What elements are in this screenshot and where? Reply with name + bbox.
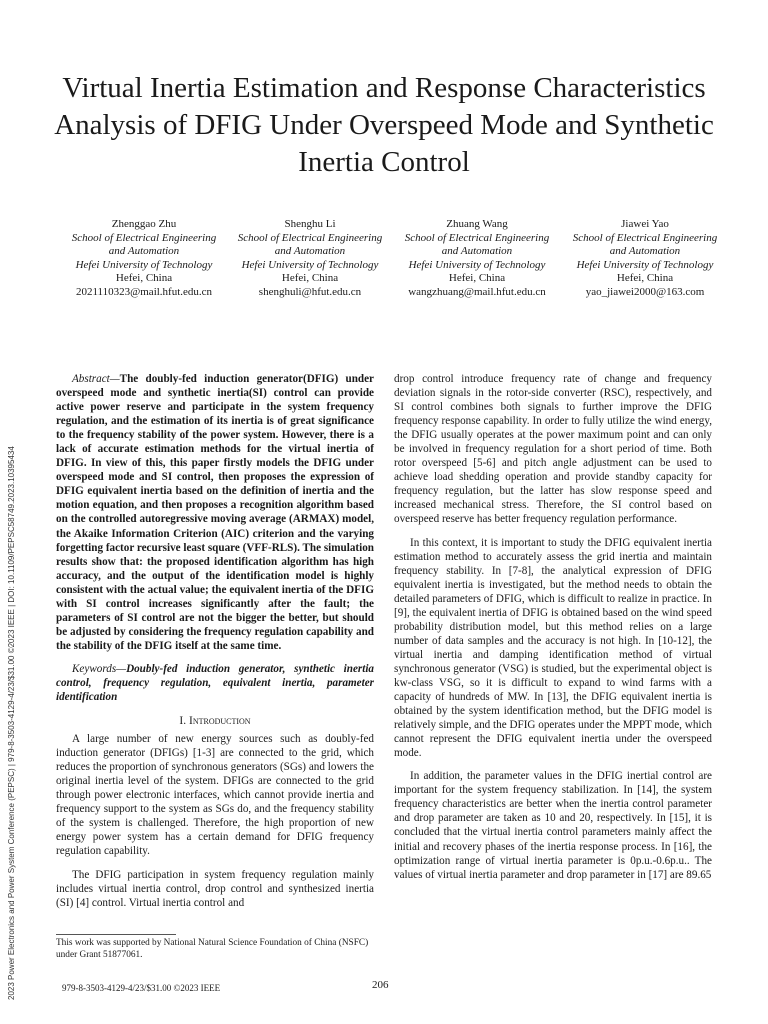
author-affiliation-dept-cont: and Automation: [441, 245, 513, 257]
body-paragraph: The DFIG participation in system frequency regulation mainly includes virtual inertia control, drop control and synthesized inertia (SI) [4] control. Virtual inertia control and: [56, 868, 374, 909]
author-email: 2021110323@mail.hfut.edu.cn: [75, 285, 213, 298]
keywords: [56, 662, 374, 704]
author-email: wangzhuang@mail.hfut.edu.cn: [408, 285, 546, 298]
author-name: Jiawei Yao: [621, 218, 669, 230]
body-paragraph: A large number of new energy sources such as doubly-fed induction generator (DFIGs) [1-3] are connected to the grid, which reduces the proportion of synchronous generators (SGs) and lowers the original inertia level of the system. DFIGs are connected to the grid through power electronic interfaces, which cannot provide inertia and frequency support to the system as SGs do, and the frequency stability of the system is challenged. Therefore, the high proportion of new energy power system has a certain demand for DFIG frequency regulation capability.: [56, 733, 374, 858]
conference-sidebar: [2, 300, 18, 1000]
section-heading-introduction: I. Introduction: [179, 715, 251, 728]
author-city: Hefei, China: [616, 272, 674, 284]
author-affiliation-dept: School of Electrical Engineering: [572, 231, 718, 244]
author-affiliation-dept-cont: and Automation: [274, 245, 346, 257]
copyright-line: 979-8-3503-4129-4/23/$31.00 ©2023 IEEE: [62, 983, 221, 993]
body-paragraph: In addition, the parameter values in the DFIG inertial control are important for the system frequency stabilization. In [14], the system frequency characteristics are better when the inertia control parameter and drop parameter are taken as 10 and 20, respectively. In [15], it is concluded that the virtual inertia control parameters mainly affect the initial and recovery phases of the inertia response process. In [16], the optimization range of virtual inertia parameter is 0p.u.-0.6p.u.. The values of virtual inertia parameter and drop parameter in [17] are 89.65: [394, 770, 712, 881]
right-column: [394, 372, 712, 882]
paper-title: Virtual Inertia Estimation and Response Characteristics Analysis of DFIG Under Overspeed Mode and Synthetic Inertia Control: [54, 72, 714, 178]
author-name: Shenghu Li: [284, 218, 336, 230]
author-affiliation-dept: School of Electrical Engineering: [237, 231, 383, 244]
funding-footnote: This work was supported by National Natural Science Foundation of China (NSFC) under Grant 51877061.: [56, 938, 369, 960]
abstract-lead: Abstract—: [72, 373, 120, 385]
author-city: Hefei, China: [115, 272, 173, 284]
author-block: [0, 218, 768, 303]
author-affiliation-university: Hefei University of Technology: [75, 258, 213, 271]
author-affiliation-dept: School of Electrical Engineering: [404, 231, 550, 244]
author-affiliation-university: Hefei University of Technology: [408, 258, 546, 271]
abstract: [56, 372, 374, 653]
abstract-body: The doubly-fed induction generator(DFIG) under overspeed mode and synthetic inertia(SI) control can provide active power reserve and participate in the system frequency regulation, and the estimation of its inertia is of great significance to the frequency stability of the power system. However, there is a lack of accurate estimation methods for the virtual inertia of DFIG. In view of this, this paper firstly models the DFIG under overspeed mode and SI control, then proposes the expression of DFIG equivalent inertia based on the definition of inertia and the motion equation, and then proposes a recognition algorithm based on the controlled autoregressive moving average (ARMAX) model, the Akaike Information Criterion (AIC) criterion and the varying forgetting factor recursive least square (VFF-RLS). The simulation results show that: the proposed identification algorithm has high accuracy, and the output of the identification model is highly consistent with the actual value; the equivalent inertia of the DFIG with SI control increases significantly after the fault; the parameters of SI control are not the bigger the better, but should be adjusted by considering the frequency regulation capability and the stability of the DFIG itself at the same time.: [56, 373, 374, 652]
author-affiliation-university: Hefei University of Technology: [241, 258, 379, 271]
author-affiliation-dept-cont: and Automation: [609, 245, 681, 257]
keywords-body: Doubly-fed induction generator, synthetic inertia control, frequency regulation, equivalent inertia, parameter identification: [56, 662, 374, 704]
author-4: [545, 218, 745, 299]
body-paragraph: drop control introduce frequency rate of change and frequency deviation signals in the rotor-side converter (RSC), respectively, and SI control combines both signals to further improve the DFIG frequency response capability. In order to fully utilize the wind energy, the DFIG usually operates at the power maximum point and can only be involved in frequency regulation for a short period of time. Both rotor overspeed [5-6] and pitch angle adjustment can be used to achieve load shedding operation and provide standby capacity for frequency regulation, but the latter has slow response speed and increased mechanical stress. Therefore, the SI control based on overspeed reserve has better frequency regulation performance.: [394, 373, 712, 526]
author-email: yao_jiawei2000@163.com: [585, 285, 705, 298]
footnote-divider: [56, 934, 176, 935]
keywords-lead: Keywords—: [72, 662, 127, 675]
author-city: Hefei, China: [281, 272, 339, 284]
left-column: [56, 372, 374, 910]
author-email: shenghuli@hfut.edu.cn: [258, 285, 362, 298]
author-city: Hefei, China: [448, 272, 506, 284]
author-affiliation-dept-cont: and Automation: [108, 245, 180, 257]
page-number: 206: [372, 979, 389, 991]
author-affiliation-dept: School of Electrical Engineering: [71, 231, 217, 244]
body-paragraph: In this context, it is important to study the DFIG equivalent inertia estimation method to accurately assess the grid inertia and maintain frequency stability. In [7-8], the analytical expression of DFIG equivalent inertia is investigated, but the method needs to obtain the detailed parameters of DFIG, which is difficult to realize in practice. In [9], the equivalent inertia of DFIG is obtained based on the wind speed probability distribution model, but this method relies on a large number of data samples and the accuracy is not high. In [10-12], the virtual inertia and damping identification method of virtual synchronous generator (VSG) is studied, but the experimental object is kw-class VSG, so it is difficult to expand to wind farms with a capacity of hundreds of MW. In [13], the DFIG equivalent inertia is obtained by the system identification method, but the DFIG model is relatively simple, and the DFIG operates under the MPPT mode, which cannot represent the DFIG equivalent inertia under the overspeed mode.: [394, 536, 712, 760]
author-name: Zhenggao Zhu: [111, 218, 177, 230]
author-name: Zhuang Wang: [446, 218, 508, 230]
conference-sidebar-text: 2023 Power Electronics and Power System Conference (PEPSC) | 979-8-3503-4129-4/23/$31.00 ©2023 IEEE | DOI: 10.1109/PEPSC58749.2023.10395434: [7, 446, 16, 1000]
author-affiliation-university: Hefei University of Technology: [576, 258, 714, 271]
